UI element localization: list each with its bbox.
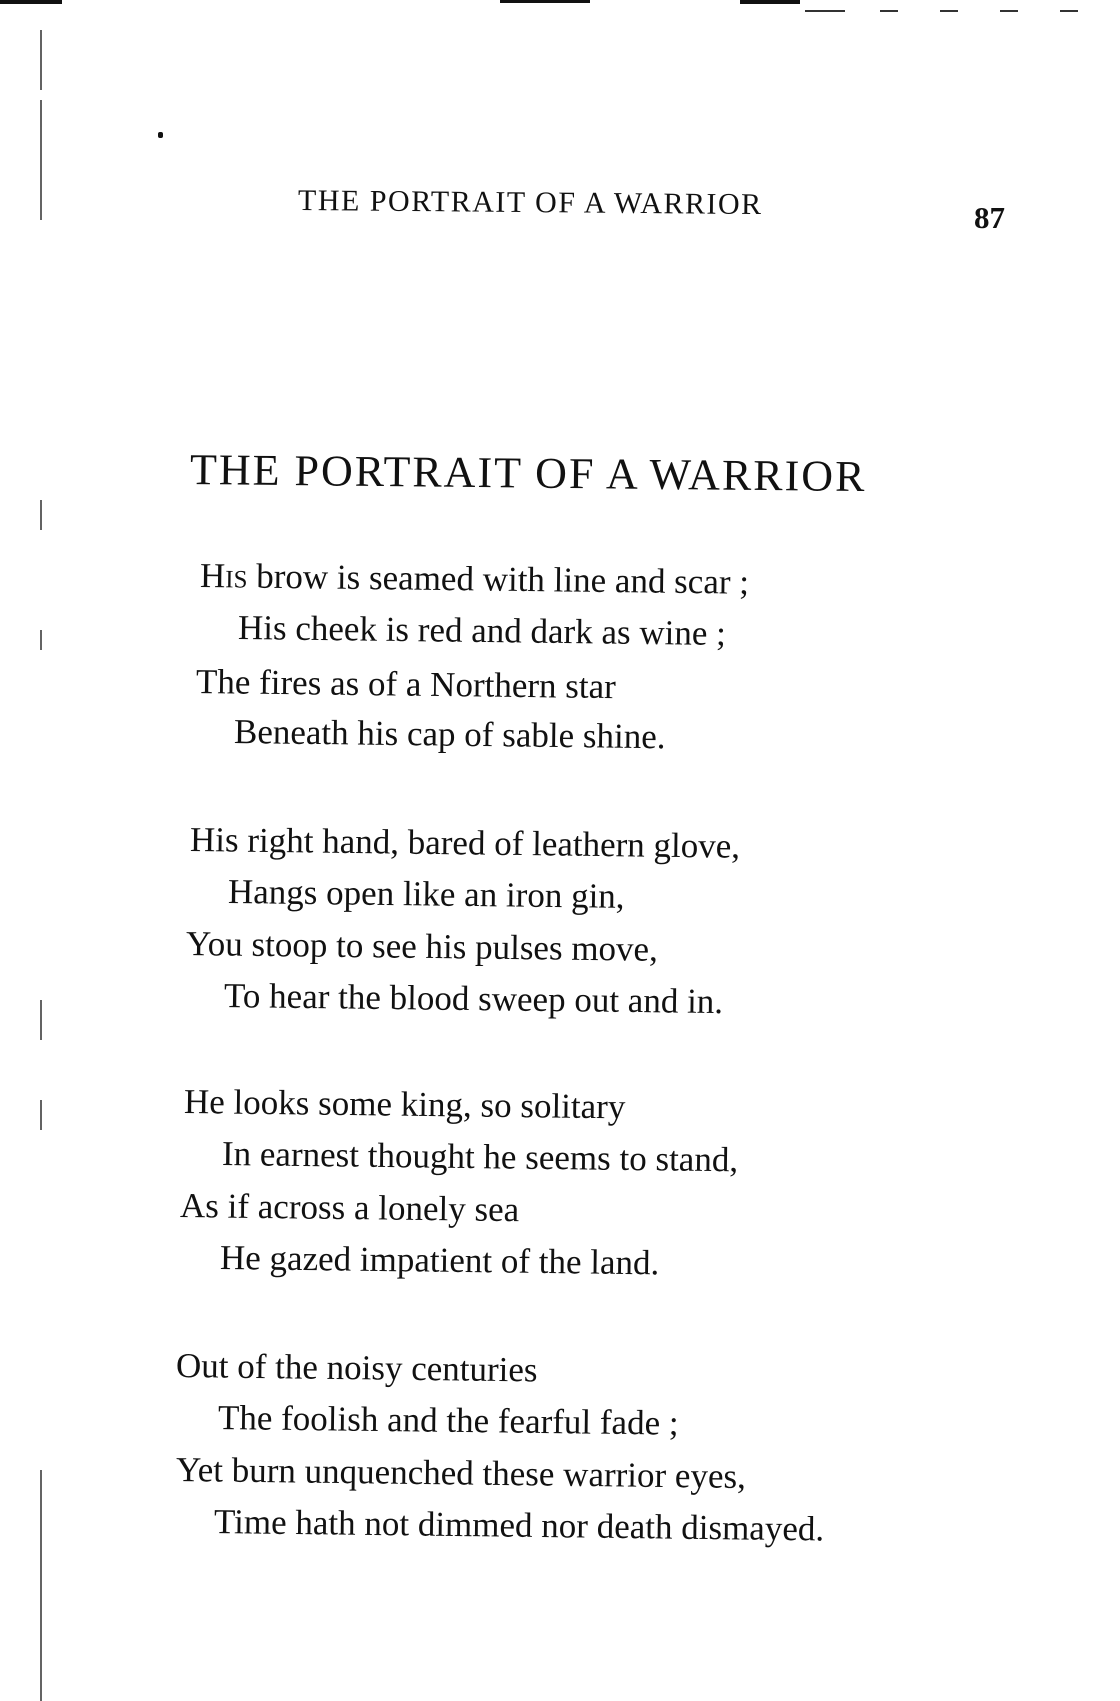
verse-line: Yet burn unquenched these warrior eyes, [175,1450,747,1496]
verse-line: To hear the blood sweep out and in. [223,976,724,1022]
verse-line: His brow is seamed with line and scar ; [199,556,750,602]
verse-line: Beneath his cap of sable shine. [233,712,666,757]
verse-line: You stoop to see his pulses move, [185,924,659,969]
verse-line: As if across a lonely sea [179,1186,520,1230]
verse-line: His cheek is red and dark as wine ; [237,608,727,653]
verse-line: He gazed impatient of the land. [219,1238,660,1283]
running-head-title: THE PORTRAIT OF A WARRIOR [297,184,763,222]
verse-line: The foolish and the fearful fade ; [217,1398,679,1443]
verse-line: His right hand, bared of leathern glove, [189,820,741,866]
verse-line: The fires as of a Northern star [195,662,617,707]
verse-line: Out of the noisy centuries [175,1346,538,1390]
verse-line: He looks some king, so solitary [183,1082,626,1127]
initial-word: His [199,556,248,596]
verse-line: Hangs open like an iron gin, [227,872,625,916]
page-number: 87 [974,200,1005,235]
verse-line: Time hath not dimmed nor death dismayed. [213,1502,825,1549]
poem-title: THE PORTRAIT OF A WARRIOR [189,445,867,502]
verse-line: In earnest thought he seems to stand, [221,1134,739,1180]
